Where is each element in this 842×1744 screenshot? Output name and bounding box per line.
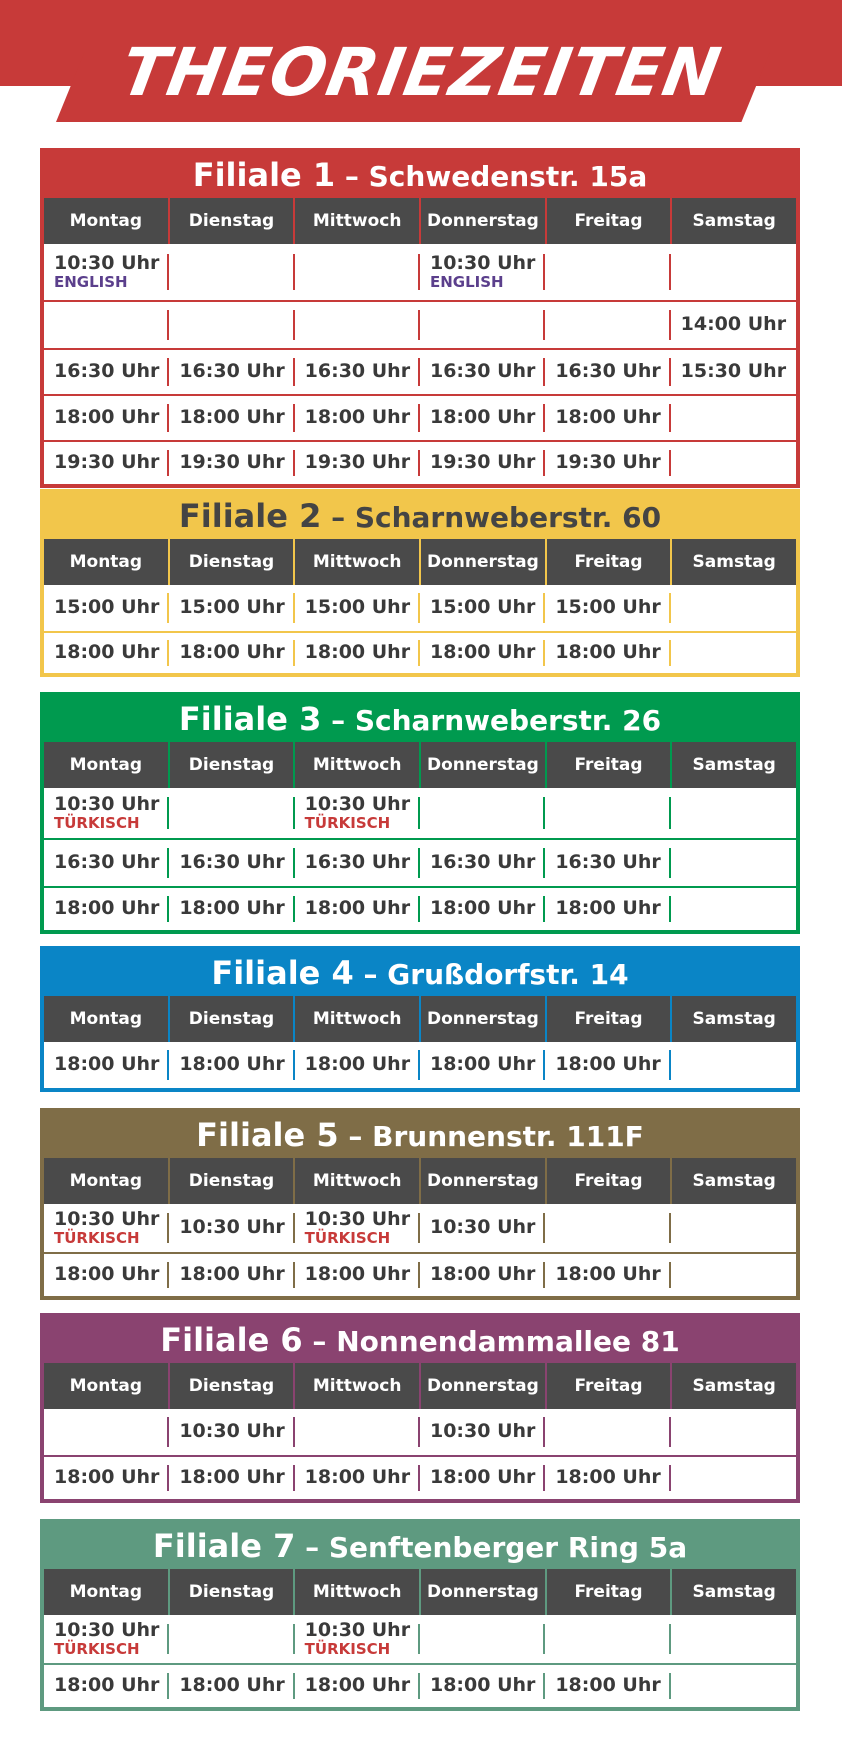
time-cell xyxy=(295,633,420,673)
time-cell xyxy=(545,244,670,300)
time-value: 10:30 Uhr xyxy=(179,1420,285,1443)
time-cell xyxy=(295,1204,420,1252)
time-cell xyxy=(295,888,420,930)
time-cell xyxy=(169,840,294,886)
time-value: 18:00 Uhr xyxy=(54,1466,160,1489)
language-note: TÜRKISCH xyxy=(54,1228,140,1247)
time-cell xyxy=(44,1615,169,1663)
time-value: 18:00 Uhr xyxy=(304,1466,411,1489)
time-cell xyxy=(545,442,670,484)
time-value: 18:00 Uhr xyxy=(179,1674,285,1697)
weekday-freitag: Freitag xyxy=(547,996,673,1042)
branch-title-dash: – xyxy=(302,1325,337,1358)
time-cell xyxy=(44,633,169,673)
branch-name: Filiale 5 xyxy=(196,1116,339,1154)
table-row xyxy=(44,1042,796,1088)
time-cell xyxy=(169,1665,294,1707)
branch-title xyxy=(44,696,796,742)
time-cell xyxy=(295,1457,420,1499)
branch-title-dash: – xyxy=(353,958,388,991)
time-value: 10:30 Uhr xyxy=(429,252,536,275)
time-cell xyxy=(295,585,420,631)
branch-address: Scharnweberstr. 60 xyxy=(354,501,662,534)
time-value: 18:00 Uhr xyxy=(304,641,411,664)
time-cell xyxy=(671,1615,796,1663)
time-value: 18:00 Uhr xyxy=(179,641,285,664)
time-cell xyxy=(169,302,294,348)
time-cell xyxy=(420,244,545,300)
time-value: 16:30 Uhr xyxy=(555,851,661,874)
time-cell xyxy=(44,244,169,300)
branch-2 xyxy=(40,489,800,677)
weekday-header xyxy=(44,996,796,1042)
weekday-samstag: Samstag xyxy=(692,755,776,775)
table-row xyxy=(44,838,796,886)
branch-name: Filiale 4 xyxy=(211,954,354,992)
time-cell xyxy=(420,1042,545,1088)
time-cell xyxy=(545,1254,670,1296)
time-cell xyxy=(420,633,545,673)
branch-3 xyxy=(40,692,800,934)
time-cell xyxy=(44,1665,169,1707)
time-value: 10:30 Uhr xyxy=(429,1420,536,1443)
table-row xyxy=(44,1409,796,1455)
branch-title xyxy=(44,950,796,996)
time-cell xyxy=(671,1254,796,1296)
time-cell xyxy=(44,302,169,348)
time-cell xyxy=(420,1457,545,1499)
time-cell xyxy=(545,302,670,348)
time-cell xyxy=(420,888,545,930)
time-cell xyxy=(295,1409,420,1455)
time-cell xyxy=(295,396,420,440)
time-value: 16:30 Uhr xyxy=(304,360,411,383)
weekday-donnerstag: Donnerstag xyxy=(421,1158,547,1204)
time-value: 15:00 Uhr xyxy=(179,596,285,619)
time-cell xyxy=(671,350,796,394)
time-cell xyxy=(545,1457,670,1499)
weekday-dienstag: Dienstag xyxy=(170,742,296,788)
weekday-dienstag: Dienstag xyxy=(170,1158,296,1204)
time-cell xyxy=(671,1457,796,1499)
branch-7 xyxy=(40,1519,800,1711)
time-cell xyxy=(295,244,420,300)
time-cell xyxy=(545,633,670,673)
time-cell xyxy=(420,1615,545,1663)
time-cell xyxy=(295,788,420,838)
time-cell xyxy=(671,840,796,886)
time-value: 18:00 Uhr xyxy=(54,641,160,664)
table-row xyxy=(44,300,796,348)
time-value: 18:00 Uhr xyxy=(429,1263,536,1286)
weekday-freitag: Freitag xyxy=(547,539,673,585)
language-note: ENGLISH xyxy=(429,272,504,291)
time-value: 18:00 Uhr xyxy=(304,1674,411,1697)
weekday-donnerstag: Donnerstag xyxy=(421,198,547,244)
table-row xyxy=(44,1615,796,1663)
time-value: 18:00 Uhr xyxy=(179,1263,285,1286)
time-value: 19:30 Uhr xyxy=(54,451,160,474)
time-cell xyxy=(420,302,545,348)
time-value: 18:00 Uhr xyxy=(179,1466,285,1489)
time-cell xyxy=(671,442,796,484)
weekday-donnerstag: Donnerstag xyxy=(421,996,547,1042)
time-cell xyxy=(295,1042,420,1088)
time-cell xyxy=(671,633,796,673)
weekday-mittwoch: Mittwoch xyxy=(295,198,421,244)
time-cell xyxy=(169,1457,294,1499)
time-value: 19:30 Uhr xyxy=(304,451,411,474)
time-value: 18:00 Uhr xyxy=(179,1053,285,1076)
table-row xyxy=(44,1204,796,1252)
branch-name: Filiale 6 xyxy=(160,1321,303,1359)
time-value: 18:00 Uhr xyxy=(54,406,160,429)
branch-title-dash: – xyxy=(338,1120,373,1153)
weekday-montag: Montag xyxy=(44,539,170,585)
time-value: 19:30 Uhr xyxy=(555,451,661,474)
time-cell xyxy=(420,442,545,484)
time-cell xyxy=(169,1254,294,1296)
weekday-mittwoch: Mittwoch xyxy=(295,742,421,788)
language-note: TÜRKISCH xyxy=(304,813,391,832)
time-cell xyxy=(671,888,796,930)
time-value: 10:30 Uhr xyxy=(304,793,411,816)
weekday-donnerstag: Donnerstag xyxy=(421,742,547,788)
branch-name: Filiale 1 xyxy=(192,156,336,194)
time-value: 18:00 Uhr xyxy=(429,1674,536,1697)
time-value: 18:00 Uhr xyxy=(304,1263,411,1286)
time-cell xyxy=(671,396,796,440)
weekday-freitag: Freitag xyxy=(547,198,673,244)
time-value: 15:00 Uhr xyxy=(429,596,536,619)
time-cell xyxy=(420,350,545,394)
table-row xyxy=(44,394,796,440)
weekday-freitag: Freitag xyxy=(547,742,673,788)
weekday-samstag: Samstag xyxy=(692,552,776,572)
weekday-dienstag: Dienstag xyxy=(170,1363,296,1409)
time-value: 10:30 Uhr xyxy=(429,1216,536,1239)
weekday-samstag: Samstag xyxy=(692,1009,776,1029)
time-cell xyxy=(545,1409,670,1455)
time-cell xyxy=(44,350,169,394)
time-value: 18:00 Uhr xyxy=(429,406,536,429)
time-value: 18:00 Uhr xyxy=(555,1466,661,1489)
weekday-header xyxy=(44,1569,796,1615)
time-value: 14:00 Uhr xyxy=(680,313,787,336)
time-cell xyxy=(44,442,169,484)
time-cell xyxy=(44,1457,169,1499)
weekday-dienstag: Dienstag xyxy=(170,996,296,1042)
time-value: 16:30 Uhr xyxy=(54,851,160,874)
time-value: 15:00 Uhr xyxy=(304,596,411,619)
time-cell xyxy=(295,442,420,484)
time-value: 18:00 Uhr xyxy=(555,1053,661,1076)
time-value: 15:30 Uhr xyxy=(680,360,787,383)
time-value: 16:30 Uhr xyxy=(54,360,160,383)
time-value: 18:00 Uhr xyxy=(304,406,411,429)
branch-title xyxy=(44,1523,796,1569)
table-row xyxy=(44,1252,796,1296)
time-cell xyxy=(169,585,294,631)
time-value: 10:30 Uhr xyxy=(54,1619,160,1642)
time-cell xyxy=(420,1204,545,1252)
time-cell xyxy=(671,1665,796,1707)
language-note: ENGLISH xyxy=(54,272,128,291)
time-cell xyxy=(671,1204,796,1252)
time-cell xyxy=(545,350,670,394)
time-value: 18:00 Uhr xyxy=(179,406,285,429)
weekday-dienstag: Dienstag xyxy=(170,1569,296,1615)
weekday-header xyxy=(44,539,796,585)
time-cell xyxy=(44,585,169,631)
branch-address: Scharnweberstr. 26 xyxy=(354,704,662,737)
time-value: 16:30 Uhr xyxy=(429,851,536,874)
weekday-mittwoch: Mittwoch xyxy=(295,539,421,585)
time-value: 18:00 Uhr xyxy=(54,897,160,920)
branch-address: Nonnendammallee 81 xyxy=(336,1325,680,1358)
time-value: 18:00 Uhr xyxy=(555,897,661,920)
time-cell xyxy=(44,1409,169,1455)
time-value: 15:00 Uhr xyxy=(54,596,160,619)
time-cell xyxy=(545,585,670,631)
time-cell xyxy=(671,585,796,631)
language-note: TÜRKISCH xyxy=(304,1639,391,1658)
time-cell xyxy=(545,1665,670,1707)
weekday-dienstag: Dienstag xyxy=(170,198,296,244)
time-cell xyxy=(169,1615,294,1663)
time-cell xyxy=(169,1204,294,1252)
time-cell xyxy=(169,633,294,673)
time-value: 18:00 Uhr xyxy=(555,1674,661,1697)
time-cell xyxy=(420,1409,545,1455)
time-cell xyxy=(545,1615,670,1663)
branch-title xyxy=(44,1317,796,1363)
table-row xyxy=(44,631,796,673)
table-row xyxy=(44,788,796,838)
branch-name: Filiale 2 xyxy=(178,497,322,535)
time-cell xyxy=(169,442,294,484)
weekday-mittwoch: Mittwoch xyxy=(295,996,421,1042)
time-value: 10:30 Uhr xyxy=(304,1208,411,1231)
time-cell xyxy=(295,840,420,886)
weekday-samstag: Samstag xyxy=(692,1171,776,1191)
time-cell xyxy=(671,788,796,838)
time-value: 18:00 Uhr xyxy=(429,1466,536,1489)
time-cell xyxy=(295,302,420,348)
time-cell xyxy=(169,788,294,838)
time-cell xyxy=(169,350,294,394)
branch-name: Filiale 7 xyxy=(152,1527,296,1565)
header-banner xyxy=(0,0,842,122)
branch-6 xyxy=(40,1313,800,1503)
weekday-freitag: Freitag xyxy=(547,1569,673,1615)
time-cell xyxy=(169,888,294,930)
time-cell xyxy=(44,840,169,886)
branch-address: Brunnenstr. 111F xyxy=(372,1120,644,1153)
time-value: 18:00 Uhr xyxy=(54,1674,160,1697)
time-cell xyxy=(420,840,545,886)
branch-5 xyxy=(40,1108,800,1300)
time-cell xyxy=(295,350,420,394)
time-value: 18:00 Uhr xyxy=(429,897,536,920)
time-value: 18:00 Uhr xyxy=(304,897,411,920)
weekday-header xyxy=(44,198,796,244)
time-value: 16:30 Uhr xyxy=(429,360,536,383)
time-cell xyxy=(295,1615,420,1663)
time-cell xyxy=(420,396,545,440)
weekday-samstag: Samstag xyxy=(692,1582,776,1602)
language-note: TÜRKISCH xyxy=(54,1639,140,1658)
time-cell xyxy=(671,1409,796,1455)
time-cell xyxy=(295,1665,420,1707)
branch-title xyxy=(44,1112,796,1158)
weekday-donnerstag: Donnerstag xyxy=(421,539,547,585)
time-value: 16:30 Uhr xyxy=(304,851,411,874)
time-cell xyxy=(545,788,670,838)
time-cell xyxy=(671,1042,796,1088)
time-cell xyxy=(545,1042,670,1088)
time-cell xyxy=(169,1042,294,1088)
weekday-donnerstag: Donnerstag xyxy=(421,1363,547,1409)
time-cell xyxy=(545,1204,670,1252)
time-value: 18:00 Uhr xyxy=(304,1053,411,1076)
branch-title-dash: – xyxy=(295,1531,329,1564)
weekday-mittwoch: Mittwoch xyxy=(295,1158,421,1204)
weekday-montag: Montag xyxy=(44,1569,170,1615)
time-value: 16:30 Uhr xyxy=(179,360,285,383)
time-value: 16:30 Uhr xyxy=(179,851,285,874)
weekday-montag: Montag xyxy=(44,1158,170,1204)
time-cell xyxy=(295,1254,420,1296)
time-cell xyxy=(169,1409,294,1455)
time-cell xyxy=(44,1042,169,1088)
weekday-freitag: Freitag xyxy=(547,1158,673,1204)
time-value: 10:30 Uhr xyxy=(54,1208,160,1231)
time-cell xyxy=(420,1665,545,1707)
time-cell xyxy=(44,1254,169,1296)
table-row xyxy=(44,440,796,484)
branch-address: Schwedenstr. 15a xyxy=(368,160,648,193)
time-value: 18:00 Uhr xyxy=(179,897,285,920)
branch-4 xyxy=(40,946,800,1092)
time-value: 18:00 Uhr xyxy=(555,406,661,429)
time-cell xyxy=(420,585,545,631)
weekday-header xyxy=(44,742,796,788)
branch-title-dash: – xyxy=(321,704,355,737)
page-title: THEORIEZEITEN xyxy=(115,34,727,111)
time-cell xyxy=(44,1204,169,1252)
branch-address: Senftenberger Ring 5a xyxy=(328,1531,688,1564)
weekday-montag: Montag xyxy=(44,198,170,244)
weekday-samstag: Samstag xyxy=(692,1376,776,1396)
weekday-mittwoch: Mittwoch xyxy=(295,1569,421,1615)
time-cell xyxy=(545,888,670,930)
time-value: 18:00 Uhr xyxy=(555,641,661,664)
table-row xyxy=(44,244,796,300)
time-value: 10:30 Uhr xyxy=(304,1619,411,1642)
time-cell xyxy=(44,788,169,838)
branch-1 xyxy=(40,148,800,488)
table-row xyxy=(44,348,796,394)
weekday-montag: Montag xyxy=(44,996,170,1042)
weekday-dienstag: Dienstag xyxy=(170,539,296,585)
weekday-freitag: Freitag xyxy=(547,1363,673,1409)
time-cell xyxy=(545,396,670,440)
time-cell xyxy=(169,396,294,440)
time-cell xyxy=(420,788,545,838)
time-value: 18:00 Uhr xyxy=(54,1053,160,1076)
time-cell xyxy=(671,302,796,348)
time-value: 18:00 Uhr xyxy=(54,1263,160,1286)
time-value: 18:00 Uhr xyxy=(555,1263,661,1286)
time-value: 10:30 Uhr xyxy=(179,1216,285,1239)
branch-address: Grußdorfstr. 14 xyxy=(387,958,629,991)
time-value: 19:30 Uhr xyxy=(429,451,536,474)
time-value: 18:00 Uhr xyxy=(429,1053,536,1076)
weekday-mittwoch: Mittwoch xyxy=(295,1363,421,1409)
table-row xyxy=(44,585,796,631)
table-row xyxy=(44,886,796,930)
branch-title xyxy=(44,493,796,539)
table-row xyxy=(44,1663,796,1707)
time-cell xyxy=(169,244,294,300)
language-note: TÜRKISCH xyxy=(54,813,140,832)
time-value: 10:30 Uhr xyxy=(54,793,160,816)
time-cell xyxy=(545,840,670,886)
time-cell xyxy=(44,888,169,930)
branch-title-dash: – xyxy=(321,501,355,534)
language-note: TÜRKISCH xyxy=(304,1228,391,1247)
weekday-montag: Montag xyxy=(44,742,170,788)
weekday-donnerstag: Donnerstag xyxy=(421,1569,547,1615)
time-cell xyxy=(671,244,796,300)
weekday-montag: Montag xyxy=(44,1363,170,1409)
time-value: 15:00 Uhr xyxy=(555,596,661,619)
time-cell xyxy=(420,1254,545,1296)
weekday-header xyxy=(44,1158,796,1204)
branch-name: Filiale 3 xyxy=(178,700,322,738)
time-value: 19:30 Uhr xyxy=(179,451,285,474)
branch-title-dash: – xyxy=(335,160,369,193)
weekday-samstag: Samstag xyxy=(692,211,776,231)
time-value: 16:30 Uhr xyxy=(555,360,661,383)
time-value: 18:00 Uhr xyxy=(429,641,536,664)
weekday-header xyxy=(44,1363,796,1409)
time-cell xyxy=(44,396,169,440)
table-row xyxy=(44,1455,796,1499)
branch-title xyxy=(44,152,796,198)
time-value: 10:30 Uhr xyxy=(54,252,160,275)
